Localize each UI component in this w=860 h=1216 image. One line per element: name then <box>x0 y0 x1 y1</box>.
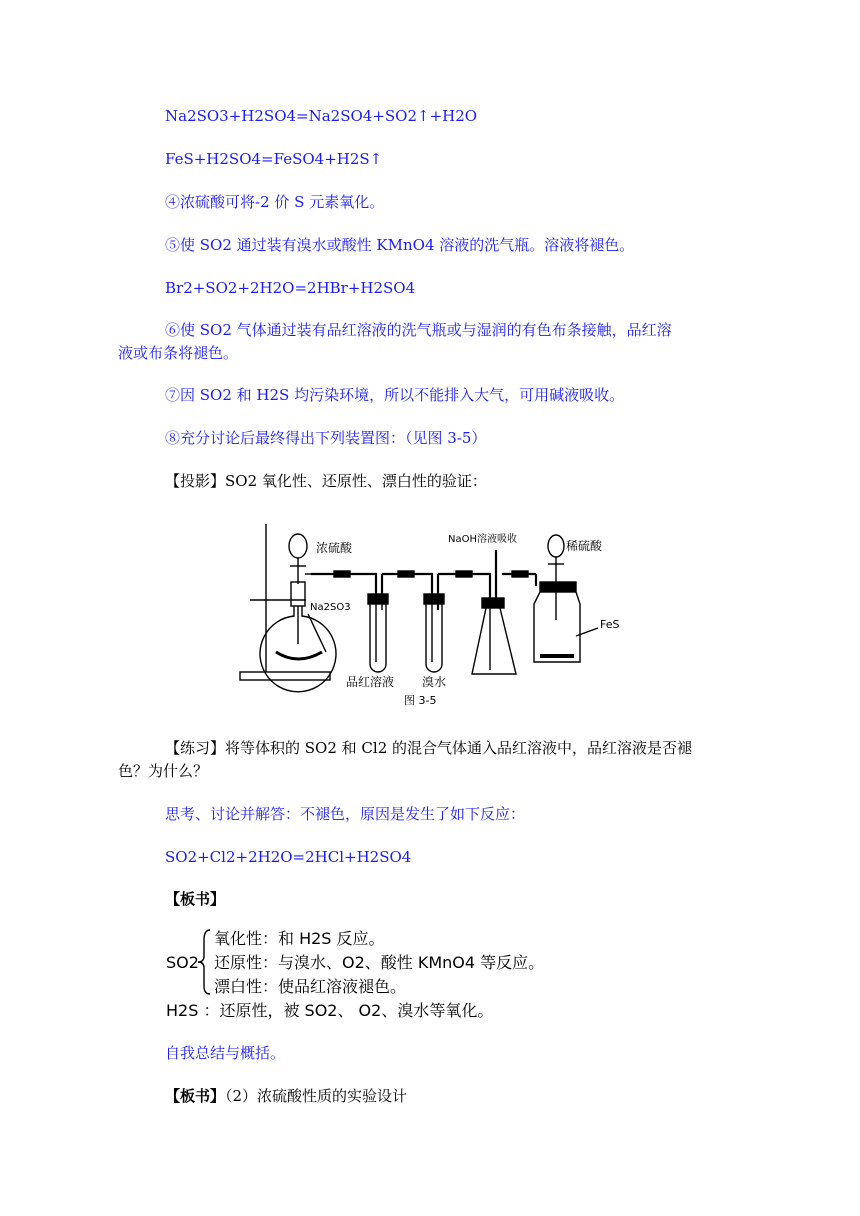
item-6a: ⑥使 SO2 气体通过装有品红溶液的洗气瓶或与湿润的有色布条接触，品红溶 <box>165 321 672 339</box>
equation-cl2: SO2+Cl2+2H2O=2HCl+H2SO4 <box>165 848 412 866</box>
board-so2: SO2 <box>166 953 199 972</box>
equation-na2so3: Na2SO3+H2SO4=Na2SO4+SO2↑+H2O <box>165 107 478 125</box>
board-tag: 【板书】 <box>165 1087 226 1105</box>
practice-line-a: 【练习】将等体积的 SO2 和 Cl2 的混合气体通入品红溶液中，品红溶液是否褪 <box>165 739 693 757</box>
projection-heading: 【投影】SO2 氧化性、还原性、漂白性的验证： <box>165 472 487 490</box>
equation-br2: Br2+SO2+2H2O=2HBr+H2SO4 <box>165 279 416 297</box>
apparatus-figure <box>236 524 636 714</box>
label-naoh: NaOH溶液吸收 <box>448 534 517 545</box>
item-6b: 液或布条将褪色。 <box>118 344 239 362</box>
label-pinhong: 品红溶液 <box>346 675 395 689</box>
board-oxidation: 氧化性：和 H2S 反应。 <box>214 929 385 948</box>
board-text: （2）浓硫酸性质的实验设计 <box>225 1087 408 1105</box>
item-7: ⑦因 SO2 和 H2S 均污染环境，所以不能排入大气，可用碱液吸收。 <box>165 386 625 404</box>
board-bleaching: 漂白性：使品红溶液褪色。 <box>214 977 407 996</box>
item-5: ⑤使 SO2 通过装有溴水或酸性 KMnO4 溶液的洗气瓶。溶液将褪色。 <box>165 236 635 254</box>
test-tube-bromine <box>426 604 442 672</box>
test-tube-pinhong <box>370 604 386 672</box>
answer-line: 思考、讨论并解答：不褪色，原因是发生了如下反应： <box>165 805 526 823</box>
stand-base <box>240 672 330 680</box>
practice-line-b: 色？为什么？ <box>118 762 209 780</box>
board-heading-1: 【板书】 <box>165 890 226 908</box>
dropping-funnel-2 <box>548 535 564 557</box>
board-heading-2 <box>165 1084 407 1108</box>
figure-caption: 图 3-5 <box>404 694 437 707</box>
gas-tube-1 <box>311 574 376 600</box>
label-fes: FeS <box>600 618 620 631</box>
board-summary <box>160 924 560 1024</box>
label-bromine: 溴水 <box>422 675 447 689</box>
erlenmeyer-naoh <box>472 608 516 674</box>
dropping-funnel <box>289 534 307 558</box>
item-4: ④浓硫酸可将-2 价 S 元素氧化。 <box>165 193 385 211</box>
item-8: ⑧充分讨论后最终得出下列装置图：（见图 3-5） <box>165 429 487 447</box>
label-dilute-acid: 稀硫酸 <box>566 539 603 553</box>
label-na2so3: Na2SO3 <box>310 602 351 613</box>
summary-line: 自我总结与概括。 <box>165 1044 286 1062</box>
board-reduction: 还原性：与溴水、O2、酸性 KMnO4 等反应。 <box>214 953 545 972</box>
label-conc-acid: 浓硫酸 <box>316 541 353 555</box>
brace <box>198 930 210 994</box>
gas-bottle-fes <box>534 592 580 662</box>
equation-fes: FeS+H2SO4=FeSO4+H2S↑ <box>165 150 383 168</box>
board-h2s: H2S ：还原性，被 SO2、 O2、溴水等氧化。 <box>166 1001 494 1020</box>
